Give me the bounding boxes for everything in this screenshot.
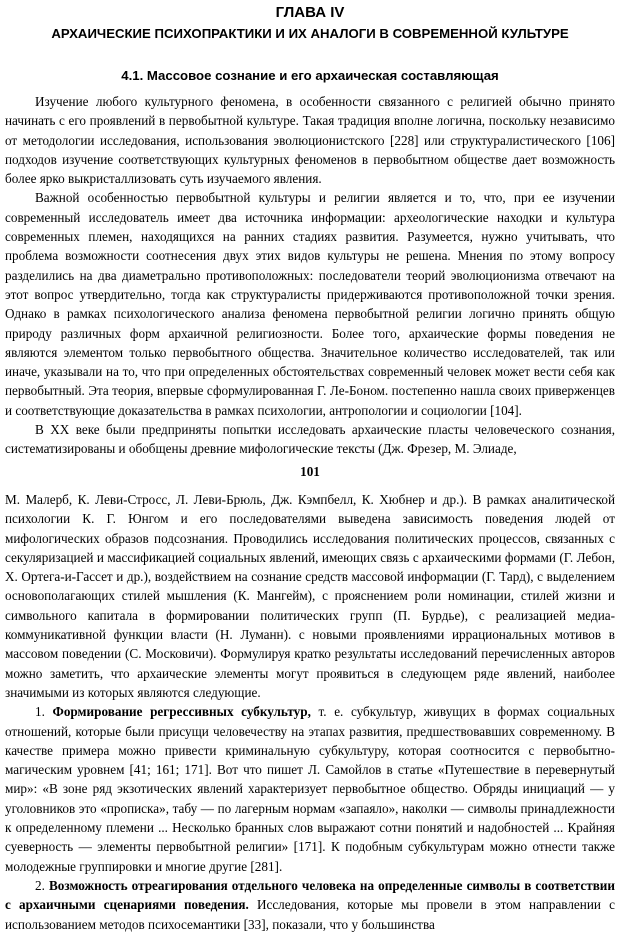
paragraph: Важной особенностью первобытной культуры и религии является и то, что, при ее изучении современный исследователь имеет два источника информации: археологические находки и культура современных племен, находящихся на ранних стадиях развития. Разумеется, нужно учитывать, что проблема возможности соотнесения двух этих видов культуры не решена. Мнения по этому вопросу разделились на два диаметрально противоположных: последователи теорий эволюционизма отвечают на этот вопрос утвердительно, тогда как структуралисты придерживаются противоположной точки зрения. Однако в рамках психологического анализа феномена первобытной религии логично принять общую природу различных форм архаичной религиозности. Более того, архаические формы поведения не являются элементом только первобытного общества. Значительное количество исследователей, так или иначе, указывали на то, что при определенных обстоятельствах современный человек может вести себя как первобытный. Эта теория, впервые сформулированная Г. Ле-Боном. постепенно нашла своих приверженцев и соответствующие доказательства в рамках психологии, антропологии и социологии [104]. — [5, 190, 615, 418]
list-item-heading: Формирование регрессивных субкультур, — [52, 704, 311, 720]
section-title: 4.1. Массовое сознание и его архаическая составляющая — [121, 68, 499, 83]
list-item-text: т. е. субкультур, живущих в формах социальных отношений, которые были присущи человечеству на этапах развития, предшествовавших современному. В качестве примера можно привести криминальную субкультуру, которая соотносится с первобытно-магическим уровнем [41; 161; 171]. Вот что пишет Л. Самойлов в статье «Путешествие в перевернутый мир»: «В зоне ряд экзотических явлений характеризует первобытное общество. Обряды инициаций — у уголовников это «прописка», табу — по лагерным нормам «запаяло», наколки — символы принадлежности к определенному племени ... Несколько бранных слов выражают сотни понятий и надобностей ... Крайняя суеверность — элементы первобытной религии» [171]. К подобным субкультурам можно отнести также молодежные группировки и многие другие [281]. — [5, 704, 616, 874]
list-item-text: Исследования, которые мы провели в этом направлении с использованием методов психосемантики [33], показали, что у большинства — [5, 897, 615, 932]
paragraph: М. Малерб, К. Леви-Стросс, Л. Леви-Брюль, Дж. Кэмпбелл, К. Хюбнер и др.). В рамках аналитической психологии К. Г. Юнгом и его последователями выведена зависимость поведения людей от мифологических образов подсознания. Проводились исследования политических процессов, связанных с секуляризацией и массификацией социальных явлений, имеющих связь с архаическими формами (Г. Лебон, Х. Ортега-и-Гассет и др.), воздействием на сознание средств массовой информации (Г. Тард), с выделением основополагающих стилей мышления (К. Мангейм), с прояснением роли номинации, стилей жизни и символьного капитала в формировании политических групп (П. Бурдье), с реализацией медиа-коммуникативной функции власти (Н. Луманн). с новыми проявлениями иррациональных мотивов в массовом поведении (С. Московичи). Формулируя кратко результаты исследований перечисленных авторов можно заметить, что архаические элементы могут проявиться в следующем ряде явлений, наиболее значимыми из которых являются следующие. — [5, 492, 615, 700]
text-block-bottom — [5, 490, 615, 934]
paragraph: В XX веке были предприняты попытки исследовать архаические пласты человеческого сознания, систематизированы и обобщены древние мифологические тексты (Дж. Фрезер, М. Элиаде, — [5, 422, 615, 457]
list-item: 1. Формирование регрессивных субкультур, т. е. субкультур, живущих в формах социальных отношений, которые были присущи человечеству на этапах развития, предшествовавших современному. В качестве примера можно привести криминальную субкультуру, которая соотносится с первобытно-магическим уровнем [41; 161; 171]. Вот что пишет Л. Самойлов в статье «Путешествие в перевернутый мир»: «В зоне ряд экзотических явлений характеризует первобытное общество. Обряды инициаций — у уголовников это «прописка», табу — по лагерным нормам «запаяло», наколки — символы принадлежности к определенному племени ... Несколько бранных слов выражают сотни понятий и надобностей ... Крайняя суеверность — элементы первобытной религии» [171]. К подобным субкультурам можно отнести также молодежные группировки и многие другие [281]. — [5, 704, 616, 874]
list-item: 2. Возможность отреагирования отдельного человека на определенные символы в соответствии с архаичными сценариями поведения. Исследования, которые мы провели в этом направлении с использованием методов психосемантики [33], показали, что у большинства — [5, 877, 616, 932]
paragraph: Изучение любого культурного феномена, в особенности связанного с религией обычно принято начинать с его проявлений в первобытной культуре. Такая традиция вполне логична, поскольку независимо от методологии исследования, использования эволюционистского [228] или структуралистического [106] подходов изучение соответствующих культурных феноменов в первобытном обществе дает возможность более ярко выкристаллизовать суть изучаемого явления. — [5, 94, 615, 187]
text-block-top — [5, 92, 615, 459]
chapter-title: ГЛАВА IV — [275, 4, 345, 21]
list-item-heading: Возможность отреагирования отдельного человека на определенные символы в соответствии с архаичными сценариями поведения. — [5, 877, 616, 913]
chapter-subtitle: АРХАИЧЕСКИЕ ПСИХОПРАКТИКИ И ИХ АНАЛОГИ В СОВРЕМЕННОЙ КУЛЬТУРЕ — [51, 26, 569, 41]
page-number: 101 — [300, 464, 320, 479]
